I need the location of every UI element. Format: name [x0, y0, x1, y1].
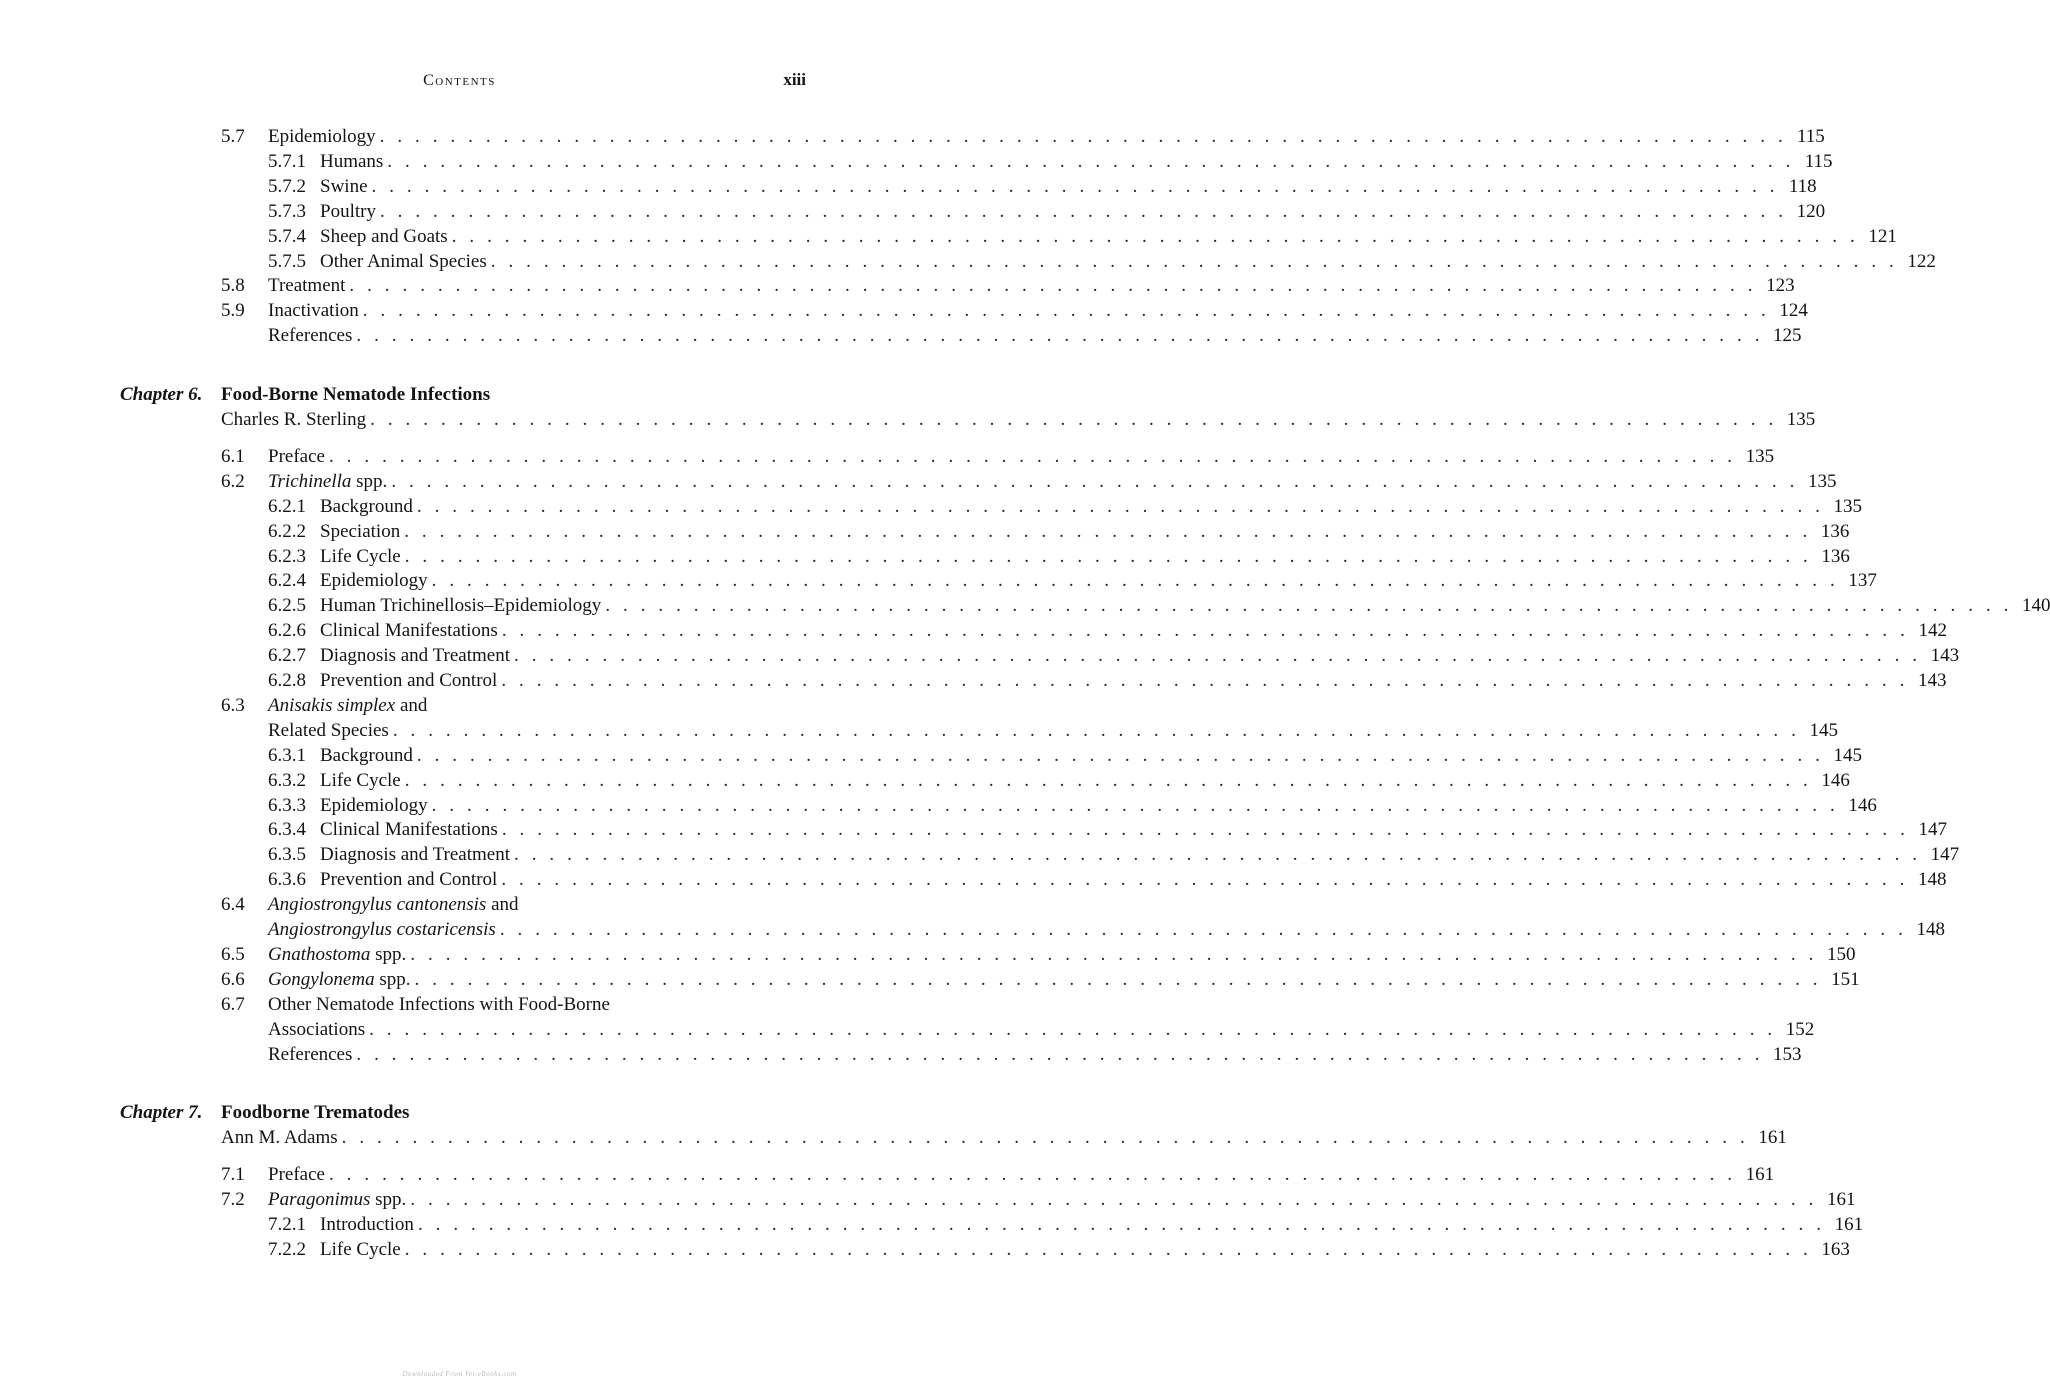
entry-page-number: 121: [1868, 225, 1897, 247]
toc-line: [0, 545, 1850, 571]
entry-title-text: Prevention and Control: [320, 869, 498, 891]
entry-title: [320, 844, 510, 866]
section-number: 6.5: [221, 943, 245, 965]
toc-line: [0, 869, 1947, 894]
toc-entry-link[interactable]: [268, 1043, 1802, 1066]
subsection-number: 6.2.1: [268, 495, 306, 517]
toc-line: [0, 409, 1816, 434]
dot-leader: . . . . . . . . . . . . . . . . . . . . . . . . . . . . . . . . . . . . . . . . . . . . . . . . . . . . . . . . . . . . . . . . . . . . . . . . . . . . . . . .: [451, 225, 1859, 247]
toc-line: [0, 300, 1808, 325]
entry-page-number: 135: [1833, 495, 1863, 517]
subsection-number: 5.7.2: [268, 175, 306, 197]
dot-leader: . . . . . . . . . . . . . . . . . . . . . . . . . . . . . . . . . . . . . . . . . . . . . . . . . . . . . . . . . . . . . . . . . . . . . . . . . . . . . . . .: [404, 769, 1812, 791]
dot-leader: . . . . . . . . . . . . . . . . . . . . . . . . . . . . . . . . . . . . . . . . . . . . . . . . . . . . . . . . . . . . . . . . . . . . . . . . . . . . . . . .: [514, 844, 1922, 866]
toc-entry-link[interactable]: [320, 744, 1863, 767]
dot-leader: . . . . . . . . . . . . . . . . . . . . . . . . . . . . . . . . . . . . . . . . . . . . . . . . . . . . . . . . . . . . . . . . . . . . . . . . . . . . . . . .: [392, 719, 1800, 741]
entry-title-text: References: [268, 325, 353, 347]
chapter-title: Food-Borne Nematode Infections: [221, 384, 491, 406]
subsection-number: 6.2.3: [268, 545, 306, 567]
entry-title: [320, 521, 400, 543]
toc-line: [0, 570, 1877, 595]
toc-entry-link[interactable]: [320, 175, 1817, 198]
entry-page-number: 125: [1773, 325, 1802, 347]
entry-page-number: 153: [1773, 1043, 1802, 1065]
entry-page-number: 120: [1796, 200, 1826, 222]
dot-leader: . . . . . . . . . . . . . . . . . . . . . . . . . . . . . . . . . . . . . . . . . . . . . . . . . . . . . . . . . . . . . . . . . . . . . . . . . . . . . . . .: [414, 968, 1822, 990]
chapter-title: Foodborne Trematodes: [221, 1102, 410, 1124]
toc-line: [0, 495, 1863, 521]
entry-page-number: 135: [1745, 445, 1775, 467]
toc-entry-link[interactable]: [320, 545, 1850, 568]
entry-title-text: Diagnosis and Treatment: [320, 844, 510, 866]
entry-title-text: References: [268, 1043, 353, 1065]
entry-title-text: spp.: [374, 968, 411, 990]
toc-entry-link[interactable]: [268, 275, 1795, 297]
section-number: 6.3: [221, 694, 245, 716]
entry-title-text: and: [486, 894, 519, 916]
entry-page-number: 136: [1820, 520, 1850, 542]
entry-title: [268, 1044, 352, 1066]
entry-title: [320, 869, 497, 891]
dot-leader: . . . . . . . . . . . . . . . . . . . . . . . . . . . . . . . . . . . . . . . . . . . . . . . . . . . . . . . . . . . . . . . . . . . . . . . . . . . . . . . .: [416, 744, 1825, 766]
toc-entry-link[interactable]: [320, 844, 1960, 866]
section-number: 6.6: [221, 968, 245, 990]
toc-line: [0, 126, 1825, 151]
section-number: 6.7: [221, 993, 245, 1015]
entry-page-number: 143: [1930, 645, 1960, 667]
entry-title-text: Poultry: [320, 200, 376, 222]
toc-line: [0, 695, 919, 720]
dot-leader: . . . . . . . . . . . . . . . . . . . . . . . . . . . . . . . . . . . . . . . . . . . . . . . . . . . . . . . . . . . . . . . . . . . . . . . . . . . . . . . .: [410, 943, 1818, 965]
section-number: 6.2: [221, 470, 245, 492]
entry-title-text: Swine: [320, 175, 368, 197]
entry-title: [320, 595, 601, 617]
toc-entry-link[interactable]: [320, 200, 1826, 223]
entry-title-text: Human Trichinellosis–Epidemiology: [320, 595, 602, 617]
entry-title-text: Background: [320, 744, 413, 766]
subsection-number: 5.7.5: [268, 250, 306, 272]
entry-page-number: 161: [1745, 1164, 1775, 1186]
toc-entry-link[interactable]: [320, 670, 1947, 692]
subsection-number: 6.3.2: [268, 769, 306, 791]
running-title: Contents: [423, 72, 496, 89]
toc-line: [0, 994, 919, 1019]
entry-page-number: 124: [1779, 300, 1808, 322]
entry-title: [320, 670, 497, 692]
dot-leader: . . . . . . . . . . . . . . . . . . . . . . . . . . . . . . . . . . . . . . . . . . . . . . . . . . . . . . . . . . . . . . . . . . . . . . . . . . . . . . . .: [379, 200, 1788, 222]
subsection-number: 6.2.4: [268, 570, 306, 592]
entry-title-text: Related Species: [268, 719, 389, 741]
toc-entry-link[interactable]: [268, 300, 1808, 322]
entry-title: [320, 1214, 414, 1236]
entry-page-number: 145: [1809, 719, 1838, 741]
dot-leader: . . . . . . . . . . . . . . . . . . . . . . . . . . . . . . . . . . . . . . . . . . . . . . . . . . . . . . . . . . . . . . . . . . . . . . . . . . . . . . . .: [416, 495, 1825, 517]
section-number: 6.4: [221, 894, 245, 916]
toc-entry-link[interactable]: [320, 495, 1863, 518]
entry-title-text: Charles R. Sterling: [221, 409, 367, 430]
dot-leader: . . . . . . . . . . . . . . . . . . . . . . . . . . . . . . . . . . . . . . . . . . . . . . . . . . . . . . . . . . . . . . . . . . . . . . . . . . . . . . . .: [499, 919, 1907, 940]
entry-title: [268, 944, 406, 966]
entry-title-italic: Gongylonema: [268, 968, 375, 990]
toc-line: [0, 1043, 1802, 1069]
dot-leader: . . . . . . . . . . . . . . . . . . . . . . . . . . . . . . . . . . . . . . . . . . . . . . . . . . . . . . . . . . . . . . . . . . . . . . . . . . . . . . . .: [431, 570, 1839, 592]
dot-leader: . . . . . . . . . . . . . . . . . . . . . . . . . . . . . . . . . . . . . . . . . . . . . . . . . . . . . . . . . . . . . . . . . . . . . . . . . . . . . . . .: [404, 545, 1812, 567]
section-number: 5.9: [221, 300, 245, 322]
entry-title-italic: Angiostrongylus cantonensis: [268, 894, 487, 916]
toc-line: [0, 744, 1863, 770]
entry-title-text: Clinical Manifestations: [320, 620, 498, 642]
toc-entry-link[interactable]: [268, 325, 1802, 347]
toc-line: [0, 819, 1947, 844]
toc-entry-link[interactable]: [268, 126, 1825, 148]
toc-line: [0, 1189, 1856, 1214]
dot-leader: . . . . . . . . . . . . . . . . . . . . . . . . . . . . . . . . . . . . . . . . . . . . . . . . . . . . . . . . . . . . . . . . . . . . . . . . . . . . . . . .: [501, 819, 1909, 841]
toc-line: [0, 325, 1802, 350]
entry-title-text: Diagnosis and Treatment: [320, 645, 510, 667]
toc-entry-link[interactable]: [221, 409, 1816, 431]
entry-title-text: Sheep and Goats: [320, 225, 448, 247]
entry-page-number: 135: [1807, 470, 1837, 492]
toc-entry-link[interactable]: [320, 250, 1936, 273]
toc-line: [0, 1018, 1815, 1044]
toc-line: [0, 470, 1837, 496]
entry-page-number: 161: [1834, 1214, 1864, 1235]
dot-leader: . . . . . . . . . . . . . . . . . . . . . . . . . . . . . . . . . . . . . . . . . . . . . . . . . . . . . . . . . . . . . . . . . . . . . . . . . . . . . . . .: [501, 869, 1909, 891]
entry-title: [268, 300, 359, 322]
entry-title-text: Prevention and Control: [320, 670, 498, 691]
toc-line: [0, 250, 1936, 276]
entry-title: [268, 994, 610, 1016]
toc-entry-link[interactable]: [268, 719, 1838, 742]
dot-leader: . . . . . . . . . . . . . . . . . . . . . . . . . . . . . . . . . . . . . . . . . . . . . . . . . . . . . . . . . . . . . . . . . . . . . . . . . . . . . . . .: [328, 1164, 1737, 1186]
dot-leader: . . . . . . . . . . . . . . . . . . . . . . . . . . . . . . . . . . . . . . . . . . . . . . . . . . . . . . . . . . . . . . . . . . . . . . . . . . . . . . . .: [605, 595, 2013, 617]
toc-entry-link[interactable]: [268, 968, 1860, 991]
entry-title: [320, 819, 498, 841]
toc-line: [0, 1238, 1850, 1264]
subsection-number: 7.2.1: [268, 1214, 306, 1235]
entry-title-italic: Gnathostoma: [268, 943, 371, 965]
subsection-number: 6.2.2: [268, 520, 306, 542]
toc-entry-link[interactable]: [221, 1127, 1787, 1149]
entry-title-text: Preface: [268, 1164, 325, 1186]
toc-entry-link[interactable]: [268, 445, 1775, 468]
toc-line: [0, 769, 1850, 795]
toc-line: [0, 445, 1775, 471]
entry-page-number: 123: [1766, 275, 1795, 297]
toc-entry-link[interactable]: [320, 620, 1947, 642]
entry-title-text: Life Cycle: [320, 769, 401, 791]
entry-title: [320, 176, 368, 198]
dot-leader: . . . . . . . . . . . . . . . . . . . . . . . . . . . . . . . . . . . . . . . . . . . . . . . . . . . . . . . . . . . . . . . . . . . . . . . . . . . . . . . .: [362, 300, 1770, 322]
toc-entry-link[interactable]: [268, 919, 1945, 941]
toc-line: [0, 275, 1795, 300]
entry-page-number: 151: [1831, 968, 1860, 990]
section-number: 5.7: [221, 126, 245, 147]
entry-title-text: spp.: [370, 1189, 407, 1211]
page-header: [0, 70, 919, 94]
entry-page-number: 122: [1907, 250, 1936, 272]
toc-line: [0, 794, 1877, 820]
entry-page-number: 148: [1916, 919, 1945, 940]
entry-title: [320, 251, 487, 273]
toc-entry-link[interactable]: [268, 1164, 1775, 1186]
toc-line: [0, 719, 1838, 745]
subsection-number: 5.7.3: [268, 200, 306, 222]
entry-page-number: 143: [1917, 670, 1947, 691]
entry-title: [268, 969, 411, 991]
entry-page-number: 147: [1930, 844, 1960, 866]
section-number: 7.2: [221, 1189, 245, 1211]
toc-line: [0, 919, 1945, 944]
toc-line: [0, 968, 1860, 994]
dot-leader: . . . . . . . . . . . . . . . . . . . . . . . . . . . . . . . . . . . . . . . . . . . . . . . . . . . . . . . . . . . . . . . . . . . . . . . . . . . . . . . .: [356, 325, 1764, 347]
entry-title: [320, 496, 413, 518]
dot-leader: . . . . . . . . . . . . . . . . . . . . . . . . . . . . . . . . . . . . . . . . . . . . . . . . . . . . . . . . . . . . . . . . . . . . . . . . . . . . . . . .: [328, 445, 1737, 467]
entry-page-number: 147: [1918, 819, 1947, 841]
toc-line: [0, 844, 1960, 869]
entry-page-number: 136: [1821, 545, 1850, 567]
entry-title-text: and: [395, 694, 428, 716]
subsection-number: 6.3.6: [268, 869, 306, 891]
entry-page-number: 115: [1804, 150, 1833, 172]
entry-page-number: 137: [1848, 570, 1877, 592]
toc-entry-link[interactable]: [320, 595, 2050, 617]
entry-title-text: Introduction: [320, 1214, 414, 1235]
entry-title-text: Life Cycle: [320, 1238, 401, 1260]
entry-title: [268, 695, 427, 717]
subsection-number: 5.7.1: [268, 150, 306, 172]
entry-title-italic: Anisakis simplex: [268, 694, 396, 716]
toc-line: [0, 1214, 1864, 1239]
entry-title-text: spp.: [351, 470, 388, 492]
dot-leader: . . . . . . . . . . . . . . . . . . . . . . . . . . . . . . . . . . . . . . . . . . . . . . . . . . . . . . . . . . . . . . . . . . . . . . . . . . . . . . . .: [371, 175, 1779, 197]
entry-title: [320, 546, 401, 568]
dot-leader: . . . . . . . . . . . . . . . . . . . . . . . . . . . . . . . . . . . . . . . . . . . . . . . . . . . . . . . . . . . . . . . . . . . . . . . . . . . . . . . .: [431, 794, 1839, 816]
toc-line: [0, 225, 1897, 251]
chapter-label: Chapter 6.: [120, 384, 203, 406]
toc-entry-link[interactable]: [268, 1018, 1815, 1041]
entry-page-number: 118: [1788, 175, 1817, 197]
entry-title: [320, 745, 413, 767]
entry-title-text: Life Cycle: [320, 545, 401, 567]
entry-page-number: 152: [1785, 1018, 1815, 1040]
entry-title-italic: Angiostrongylus costaricensis: [268, 919, 496, 940]
entry-title-text: Associations: [268, 1018, 366, 1040]
toc-line: [0, 620, 1947, 645]
entry-page-number: 142: [1918, 620, 1947, 642]
toc-line: [0, 520, 1850, 546]
subsection-number: 6.2.8: [268, 670, 306, 691]
dot-leader: . . . . . . . . . . . . . . . . . . . . . . . . . . . . . . . . . . . . . . . . . . . . . . . . . . . . . . . . . . . . . . . . . . . . . . . . . . . . . . . .: [387, 150, 1795, 172]
toc-entry-link[interactable]: [320, 794, 1877, 817]
entry-page-number: 148: [1917, 869, 1947, 891]
entry-title-text: Background: [320, 495, 413, 517]
dot-leader: . . . . . . . . . . . . . . . . . . . . . . . . . . . . . . . . . . . . . . . . . . . . . . . . . . . . . . . . . . . . . . . . . . . . . . . . . . . . . . . .: [490, 250, 1898, 272]
entry-title: [221, 1127, 338, 1149]
toc-line: [0, 595, 2050, 620]
entry-title-text: Epidemiology: [268, 126, 376, 147]
entry-title: [320, 795, 428, 817]
dot-leader: . . . . . . . . . . . . . . . . . . . . . . . . . . . . . . . . . . . . . . . . . . . . . . . . . . . . . . . . . . . . . . . . . . . . . . . . . . . . . . . .: [501, 620, 1909, 642]
dot-leader: . . . . . . . . . . . . . . . . . . . . . . . . . . . . . . . . . . . . . . . . . . . . . . . . . . . . . . . . . . . . . . . . . . . . . . . . . . . . . . . .: [514, 645, 1922, 667]
entry-title: [268, 126, 376, 148]
entry-title: [320, 226, 448, 248]
entry-title: [268, 1189, 406, 1211]
entry-title-text: Other Nematode Infections with Food-Borne: [268, 993, 610, 1015]
toc-line: [0, 384, 919, 409]
toc-entry-link[interactable]: [268, 943, 1856, 966]
entry-title: [268, 325, 352, 347]
toc-line: [0, 200, 1826, 226]
entry-page-number: 161: [1758, 1127, 1787, 1149]
subsection-number: 6.3.1: [268, 744, 306, 766]
dot-leader: . . . . . . . . . . . . . . . . . . . . . . . . . . . . . . . . . . . . . . . . . . . . . . . . . . . . . . . . . . . . . . . . . . . . . . . . . . . . . . . .: [391, 470, 1799, 492]
toc-entry-link[interactable]: [320, 520, 1850, 543]
entry-title: [268, 720, 389, 742]
dot-leader: . . . . . . . . . . . . . . . . . . . . . . . . . . . . . . . . . . . . . . . . . . . . . . . . . . . . . . . . . . . . . . . . . . . . . . . . . . . . . . . .: [501, 670, 1909, 691]
toc-entry-link[interactable]: [320, 645, 1960, 667]
entry-title: [268, 471, 387, 493]
entry-title-text: spp.: [370, 943, 407, 965]
dot-leader: . . . . . . . . . . . . . . . . . . . . . . . . . . . . . . . . . . . . . . . . . . . . . . . . . . . . . . . . . . . . . . . . . . . . . . . . . . . . . . . .: [341, 1127, 1749, 1149]
entry-page-number: 115: [1797, 126, 1825, 147]
toc-entry-link[interactable]: [320, 819, 1947, 841]
entry-title: [268, 894, 519, 916]
entry-title-text: Speciation: [320, 520, 401, 542]
entry-title: [320, 770, 401, 792]
toc-line: [0, 670, 1947, 695]
entry-page-number: 163: [1821, 1238, 1850, 1260]
entry-title: [268, 1164, 325, 1186]
entry-title: [221, 409, 366, 431]
entry-page-number: 161: [1826, 1189, 1856, 1211]
dot-leader: . . . . . . . . . . . . . . . . . . . . . . . . . . . . . . . . . . . . . . . . . . . . . . . . . . . . . . . . . . . . . . . . . . . . . . . . . . . . . . . .: [404, 1238, 1812, 1260]
entry-title: [320, 201, 376, 223]
toc-entry-link[interactable]: [320, 570, 1877, 592]
toc-line: [0, 894, 919, 919]
toc-line: [0, 645, 1960, 670]
entry-page-number: 145: [1833, 744, 1863, 766]
subsection-number: 6.3.3: [268, 794, 306, 816]
entry-page-number: 140: [2021, 595, 2050, 617]
toc-line: [0, 1164, 1775, 1189]
subsection-number: 6.2.7: [268, 645, 306, 667]
entry-title: [320, 151, 383, 173]
entry-page-number: 150: [1826, 943, 1856, 965]
entry-title-text: Humans: [320, 150, 384, 172]
entry-page-number: 135: [1786, 409, 1816, 430]
entry-title-text: Other Animal Species: [320, 250, 487, 272]
toc-entry-link[interactable]: [320, 769, 1850, 792]
entry-title: [320, 645, 510, 667]
entry-title-italic: Paragonimus: [268, 1189, 371, 1211]
toc-line: [0, 150, 1833, 176]
section-number: 6.1: [221, 445, 245, 467]
entry-title-text: Inactivation: [268, 300, 359, 322]
entry-title: [268, 446, 325, 468]
page-number: xiii: [783, 70, 806, 89]
entry-title-text: Epidemiology: [320, 570, 428, 592]
dot-leader: . . . . . . . . . . . . . . . . . . . . . . . . . . . . . . . . . . . . . . . . . . . . . . . . . . . . . . . . . . . . . . . . . . . . . . . . . . . . . . . .: [370, 409, 1778, 430]
entry-page-number: 146: [1848, 794, 1877, 816]
entry-title: [320, 620, 498, 642]
dot-leader: . . . . . . . . . . . . . . . . . . . . . . . . . . . . . . . . . . . . . . . . . . . . . . . . . . . . . . . . . . . . . . . . . . . . . . . . . . . . . . . .: [369, 1018, 1777, 1040]
subsection-number: 6.3.5: [268, 844, 306, 866]
dot-leader: . . . . . . . . . . . . . . . . . . . . . . . . . . . . . . . . . . . . . . . . . . . . . . . . . . . . . . . . . . . . . . . . . . . . . . . . . . . . . . . .: [379, 126, 1787, 147]
toc-entry-link[interactable]: [320, 150, 1833, 173]
entry-title: [268, 919, 496, 941]
entry-title-italic: Trichinella: [268, 470, 352, 492]
subsection-number: 7.2.2: [268, 1238, 306, 1260]
dot-leader: . . . . . . . . . . . . . . . . . . . . . . . . . . . . . . . . . . . . . . . . . . . . . . . . . . . . . . . . . . . . . . . . . . . . . . . . . . . . . . . .: [404, 520, 1812, 542]
entry-title-text: Epidemiology: [320, 794, 428, 816]
entry-title-text: Preface: [268, 445, 325, 467]
entry-title-text: Ann M. Adams: [221, 1127, 338, 1149]
entry-title-text: Treatment: [268, 275, 346, 297]
toc-entry-link[interactable]: [268, 1189, 1856, 1211]
toc-entry-link[interactable]: [320, 1214, 1864, 1236]
entry-title-text: Clinical Manifestations: [320, 819, 498, 841]
subsection-number: 6.2.6: [268, 620, 306, 642]
chapter-label: Chapter 7.: [120, 1102, 203, 1124]
entry-title: [320, 1239, 401, 1261]
dot-leader: . . . . . . . . . . . . . . . . . . . . . . . . . . . . . . . . . . . . . . . . . . . . . . . . . . . . . . . . . . . . . . . . . . . . . . . . . . . . . . . .: [349, 275, 1757, 297]
toc-entry-link[interactable]: [320, 225, 1897, 248]
section-number: 7.1: [221, 1164, 245, 1186]
entry-title: [268, 1019, 365, 1041]
section-number: 5.8: [221, 275, 245, 297]
entry-title: [268, 275, 345, 297]
toc-entry-link[interactable]: [320, 1238, 1850, 1261]
subsection-number: 6.2.5: [268, 595, 306, 617]
toc-line: [0, 175, 1817, 201]
subsection-number: 6.3.4: [268, 819, 306, 841]
entry-page-number: 146: [1821, 769, 1850, 791]
dot-leader: . . . . . . . . . . . . . . . . . . . . . . . . . . . . . . . . . . . . . . . . . . . . . . . . . . . . . . . . . . . . . . . . . . . . . . . . . . . . . . . .: [356, 1043, 1764, 1065]
dot-leader: . . . . . . . . . . . . . . . . . . . . . . . . . . . . . . . . . . . . . . . . . . . . . . . . . . . . . . . . . . . . . . . . . . . . . . . . . . . . . . . .: [417, 1214, 1826, 1235]
toc-entry-link[interactable]: [320, 869, 1947, 891]
watermark-footer: Downloaded From Vet-eBooks.com: [402, 1370, 517, 1378]
toc-line: [0, 943, 1856, 969]
dot-leader: . . . . . . . . . . . . . . . . . . . . . . . . . . . . . . . . . . . . . . . . . . . . . . . . . . . . . . . . . . . . . . . . . . . . . . . . . . . . . . . .: [410, 1189, 1818, 1211]
toc-line: [0, 1102, 919, 1127]
entry-title: [320, 570, 428, 592]
toc-line: [0, 1127, 1787, 1152]
toc-entry-link[interactable]: [268, 470, 1837, 493]
subsection-number: 5.7.4: [268, 225, 306, 247]
